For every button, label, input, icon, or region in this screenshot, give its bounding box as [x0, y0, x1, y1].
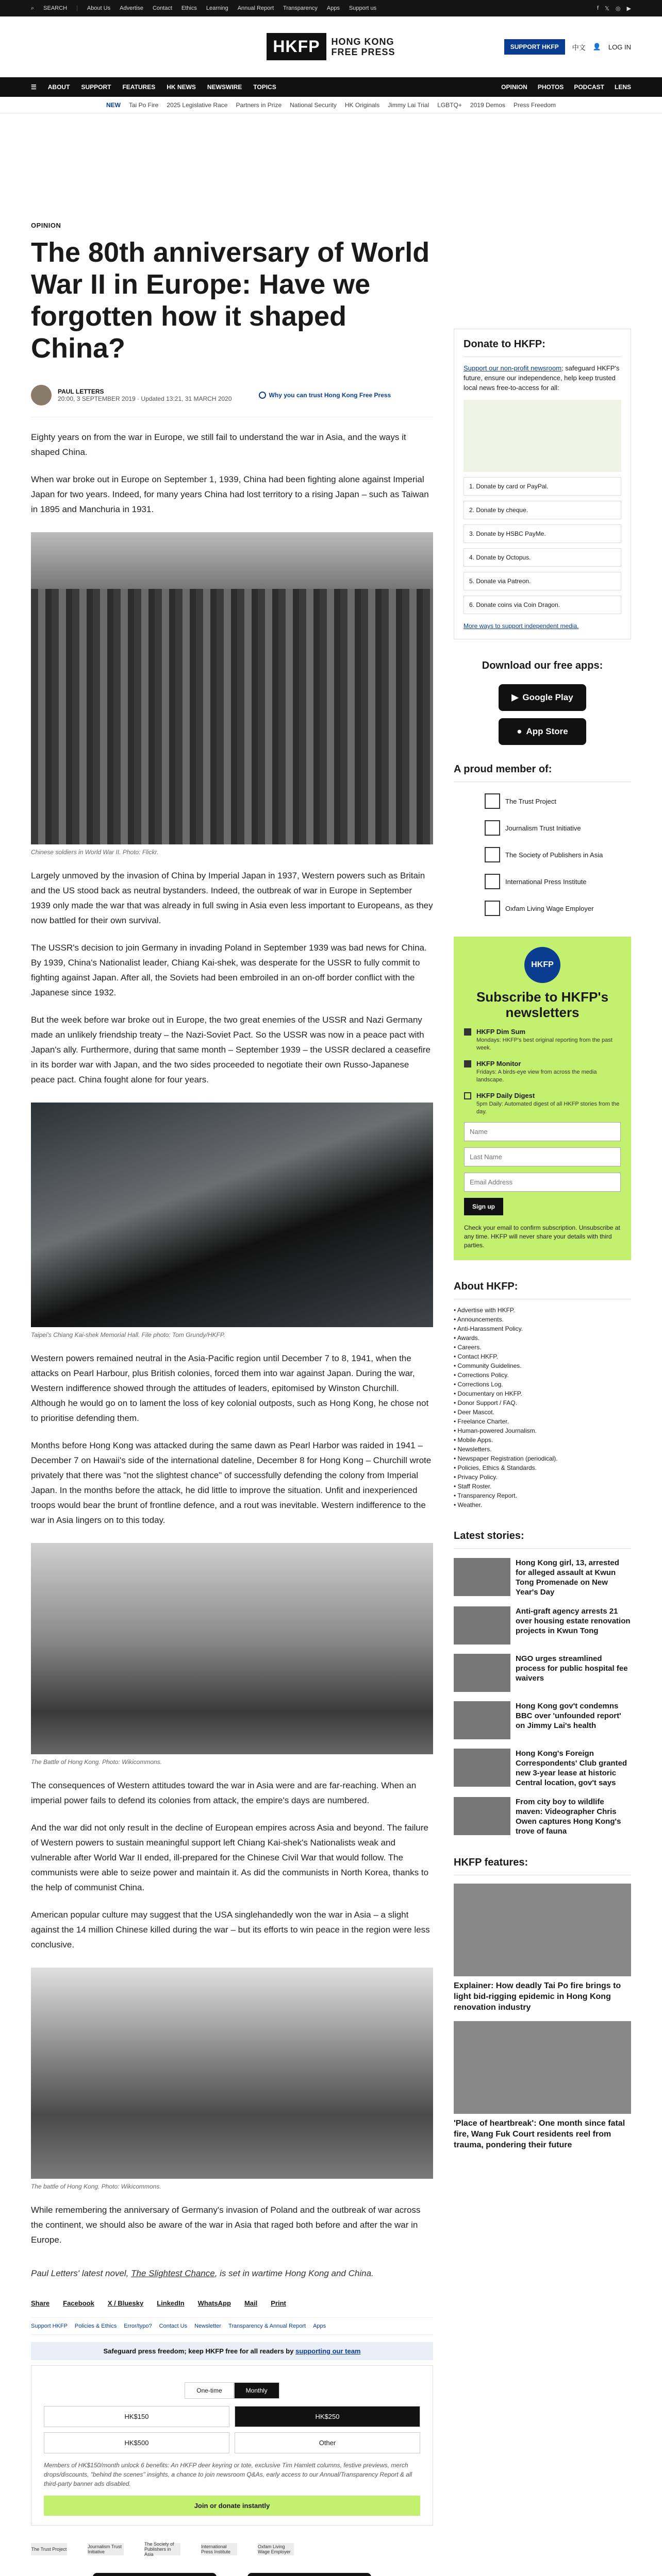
feature-thumbnail — [454, 1884, 631, 1976]
topbar-link-contact[interactable]: Contact — [152, 5, 172, 11]
about-link[interactable]: • Staff Roster. — [454, 1482, 631, 1491]
about-links — [454, 1306, 631, 1510]
play-icon: ▶ — [511, 692, 519, 702]
freq-one-time[interactable]: One-time — [185, 2382, 234, 2399]
footer-link[interactable]: Contact Us — [159, 2323, 188, 2329]
app-store-button[interactable] — [247, 2573, 371, 2576]
nav-topics[interactable]: TOPICS — [253, 83, 276, 91]
donate-intro — [464, 363, 621, 393]
about-link[interactable]: • Privacy Policy. — [454, 1472, 631, 1482]
feature-headline: Explainer: How deadly Tai Po fire brings to light bid-rigging epidemic in Hong Kong renovation industry — [454, 1981, 621, 2012]
brand-actions — [504, 39, 631, 55]
story-headline: From city boy to wildlife maven: Videographer Chris Owen captures Hong Kong's trove of fauna — [516, 1798, 621, 1836]
story-item[interactable] — [454, 1749, 631, 1788]
topbar-link-about[interactable]: About Us — [87, 5, 111, 11]
trust-link-label: Why you can trust Hong Kong Free Press — [269, 392, 391, 399]
info-icon — [259, 392, 266, 399]
language-link[interactable]: 中文 — [572, 43, 586, 52]
logo-mark: HKFP — [267, 33, 326, 60]
trending-item[interactable]: Tai Po Fire — [129, 101, 159, 109]
paragraph: American popular culture may suggest that the USA singlehandedly won the war in Asia – a slight against the 14 million Chinese killed during the war – but its efforts to win peace in the region were less conclusive. — [31, 1910, 430, 1950]
social-icons — [597, 5, 631, 12]
google-play-button[interactable] — [93, 2573, 217, 2576]
topbar-link-annual-report[interactable]: Annual Report — [237, 5, 274, 11]
trending-item[interactable]: Partners in Prize — [236, 101, 282, 109]
nav-support[interactable]: SUPPORT — [81, 83, 111, 91]
trending-label: NEW — [106, 101, 121, 109]
email-input[interactable] — [464, 1173, 621, 1192]
logo-line-1: HONG KONG — [331, 36, 394, 47]
site-logo[interactable] — [267, 33, 395, 60]
story-headline: Hong Kong girl, 13, arrested for alleged assault at Kwun Tong Promenade on New Year's Day — [516, 1558, 619, 1597]
article-footer-links — [31, 2317, 433, 2335]
donate-banner — [31, 2342, 433, 2360]
member-org[interactable] — [454, 793, 631, 809]
paragraph: But the week before war broke out in Europe, the two great enemies of the USSR and Nazi Germany made an unlikely friendship treaty – the Nazi-Soviet Pact. So the USSR was now in a peace pact with Japan's ally. Furthermore, during that same month – September 1939 – the USSR declared a ceasefire in its border war with Japan, and the two sides proceeded to negotiate their own Russo-Japanese peace pact. China fought alone for four years. — [31, 1015, 431, 1084]
about-link[interactable]: • Freelance Charter. — [454, 1417, 631, 1426]
share-linkedin[interactable]: LinkedIn — [157, 2299, 185, 2307]
photo-caption: Chinese soldiers in World War II. Photo: Flickr. — [31, 849, 159, 856]
google-play-label: Google Play — [522, 692, 573, 702]
photo-caption: Taipei's Chiang Kai-shek Memorial Hall. File photo: Tom Grundy/HKFP. — [31, 1331, 225, 1338]
member-org[interactable] — [454, 874, 631, 889]
footer-link[interactable]: Support HKFP — [31, 2323, 68, 2329]
page-body — [0, 113, 662, 2576]
app-download — [31, 2573, 433, 2576]
about-link[interactable]: • Deer Mascot. — [454, 1408, 631, 1417]
feature-headline: 'Place of heartbreak': One month since fatal fire, Wang Fuk Court residents reel from trauma, pondering their future — [454, 2119, 625, 2149]
signup-row — [464, 1192, 621, 1215]
member-org-name: Journalism Trust Initiative — [505, 824, 581, 832]
footer-link[interactable]: Apps — [313, 2323, 326, 2329]
trust-link[interactable] — [259, 392, 391, 399]
story-headline: Hong Kong's Foreign Correspondents' Club granted new 3-year lease at historic Central location, gov't says — [516, 1749, 627, 1787]
newsletter-note: Check your email to confirm subscription. Unsubscribe at any time. HKFP will never share your details with third parties. — [464, 1224, 620, 1249]
about-link[interactable]: • Advertise with HKFP. — [454, 1306, 631, 1315]
donate-intro-text: ; safeguard HKFP's future, ensure our independence, help keep trusted local news free-to-access for all: — [464, 364, 620, 392]
member-benefits: Members of HK$150/month unlock 6 benefits: An HKFP deer keyring or tote, exclusive Tim Hamlett columns, festive previews, merch drops/discounts, "behind the scenes" insights, a chance to join newsroom Q&As, early access to our Annual/Transparency Report & all third-party banner ads disabled. — [44, 2462, 412, 2487]
about-link[interactable]: • Human-powered Journalism. — [454, 1426, 631, 1435]
trending-item[interactable]: 2025 Legislative Race — [167, 101, 228, 109]
share-bar — [31, 2299, 433, 2307]
partner-logo[interactable]: The Trust Project — [31, 2543, 67, 2555]
story-headline: Anti-graft agency arrests 21 over housing estate renovation projects in Kwun Tong — [516, 1607, 631, 1635]
member-org-name: Oxfam Living Wage Employer — [505, 904, 594, 912]
nav-right-group — [501, 83, 631, 91]
logo-line-2: FREE PRESS — [331, 46, 395, 57]
share-label: Share — [31, 2299, 50, 2307]
author-avatar — [31, 385, 52, 405]
paragraph: And the war did not only result in the decline of European empires across Asia and beyond. The failure of Western powers to sustain meaningful support left Chiang Kai-shek's Nationalists weak and vulnerable after World War II ended, ill-prepared for the Chinese Civil War that would follow. The communists were able to seize power and maintain it. As did the communists in North Korea, thanks to the help of communist China. — [31, 1823, 429, 1892]
figure — [31, 1968, 433, 2190]
trending-item[interactable]: 2019 Demos — [470, 101, 505, 109]
app-store-label: App Store — [526, 726, 568, 736]
trending-bar — [0, 97, 662, 113]
share-mail[interactable]: Mail — [244, 2299, 258, 2307]
newsletter-desc: Mondays: HKFP's best original reporting from the past week. — [476, 1037, 613, 1051]
member-org[interactable] — [454, 901, 631, 916]
book-link[interactable]: The Slightest Chance — [131, 2268, 215, 2278]
newsletter-name: HKFP Monitor — [476, 1060, 521, 1067]
donate-option[interactable]: 3. Donate by HSBC PayMe. — [464, 524, 621, 543]
nav-hk-news[interactable]: HK NEWS — [167, 83, 196, 91]
instagram-icon[interactable]: ◎ — [615, 5, 621, 12]
frequency-toggle — [44, 2382, 420, 2399]
trending-item[interactable]: LGBTQ+ — [437, 101, 462, 109]
app-store-button[interactable] — [499, 718, 586, 745]
donate-option[interactable]: 5. Donate via Patreon. — [464, 572, 621, 590]
footer-link[interactable]: Policies & Ethics — [74, 2323, 117, 2329]
topbar-link-apps[interactable]: Apps — [326, 5, 340, 11]
story-thumbnail — [454, 1701, 510, 1739]
member-org[interactable] — [454, 820, 631, 836]
footer-link[interactable]: Error/typo? — [124, 2323, 152, 2329]
amount-other[interactable]: Other — [235, 2432, 420, 2453]
search-link[interactable]: SEARCH — [43, 5, 68, 11]
about-link[interactable]: • Careers. — [454, 1343, 631, 1352]
google-play-button[interactable] — [499, 684, 586, 711]
figure — [31, 532, 433, 856]
sidebar-heading: Donate to HKFP: — [464, 338, 621, 357]
paragraph: While remembering the anniversary of Germany's invasion of Poland and the outbreak of war across the continent, we should also be aware of the war in Asia that raged both before and after the war in Europe. — [31, 2205, 421, 2245]
user-icon[interactable]: 👤 — [592, 43, 601, 50]
donation-widget — [31, 2365, 433, 2526]
nav-photos[interactable]: PHOTOS — [537, 83, 564, 91]
newsletter-option-text — [476, 1091, 621, 1116]
feature-item[interactable] — [454, 2021, 631, 2150]
photo-memorial-hall — [31, 1103, 433, 1327]
trending-item[interactable]: Jimmy Lai Trial — [388, 101, 429, 109]
amount-500[interactable]: HK$500 — [44, 2432, 229, 2453]
name-input[interactable] — [464, 1122, 621, 1141]
partner-logos — [31, 2543, 433, 2555]
youtube-icon[interactable]: ▶ — [626, 5, 631, 12]
feature-item[interactable] — [454, 1884, 631, 2013]
trust-project-icon — [485, 793, 500, 809]
oxfam-icon — [485, 901, 500, 916]
newsletter-option-text — [476, 1027, 621, 1052]
share-x[interactable]: X / Bluesky — [107, 2299, 144, 2307]
about-link[interactable]: • Anti-Harassment Policy. — [454, 1324, 631, 1333]
donate-option[interactable]: 4. Donate by Octopus. — [464, 548, 621, 567]
about-hkfp — [454, 1281, 631, 1510]
divider: | — [76, 5, 78, 11]
join-donate-button[interactable]: Join or donate instantly — [44, 2496, 420, 2516]
note-prefix: Paul Letters' latest novel, — [31, 2268, 129, 2278]
article — [31, 113, 433, 2576]
feature-thumbnail — [454, 2021, 631, 2114]
hkfp-features — [454, 1857, 631, 2150]
nav-lens[interactable]: LENS — [614, 83, 631, 91]
about-link[interactable]: • Awards. — [454, 1333, 631, 1343]
donate-option[interactable]: 2. Donate by cheque. — [464, 501, 621, 519]
newsletter-option[interactable] — [464, 1027, 621, 1052]
story-thumbnail — [454, 1654, 510, 1692]
story-item[interactable] — [454, 1606, 631, 1645]
checkbox[interactable] — [464, 1028, 471, 1036]
story-thumbnail — [454, 1558, 510, 1596]
member-org-name: International Press Institute — [505, 877, 587, 886]
photo-chinese-soldiers — [31, 532, 433, 844]
signup-button[interactable]: Sign up — [464, 1198, 503, 1215]
paragraph: The USSR's decision to join Germany in invading Poland in September 1939 was bad news for China. By 1939, China's Nationalist leader, Chiang Kai-shek, was desperate for the USSR to fully commit to fighting against Japan. After all, the Soviets had been embroiled in an on-off border conflict with the Japanese since 1932. — [31, 943, 427, 997]
donate-option[interactable]: 6. Donate coins via Coin Dragon. — [464, 596, 621, 614]
sidebar-heading: About HKFP: — [454, 1281, 631, 1299]
byline-text — [58, 388, 232, 402]
story-thumbnail — [454, 1749, 510, 1787]
sidebar-app-buttons — [454, 684, 631, 745]
share-facebook[interactable]: Facebook — [63, 2299, 94, 2307]
sidebar-heading: A proud member of: — [454, 764, 631, 782]
partner-logo[interactable]: International Press Institute — [201, 2543, 237, 2555]
trending-item[interactable]: National Security — [290, 101, 337, 109]
main-navigation — [0, 77, 662, 97]
author-name[interactable]: PAUL LETTERS — [58, 388, 104, 395]
partner-logo[interactable]: The Society of Publishers in Asia — [144, 2543, 180, 2555]
note-suffix: , is set in wartime Hong Kong and China. — [214, 2268, 374, 2278]
story-item[interactable] — [454, 1558, 631, 1597]
freq-monthly[interactable]: Monthly — [234, 2382, 279, 2399]
about-link[interactable]: • Transparency Report. — [454, 1491, 631, 1500]
figure — [31, 1543, 433, 1766]
photo-battle-of-hong-kong-2 — [31, 1968, 433, 2179]
nav-about[interactable]: ABOUT — [47, 83, 70, 91]
support-hkfp-button[interactable]: SUPPORT HKFP — [504, 39, 565, 55]
story-headline: NGO urges streamlined process for public hospital fee waivers — [516, 1654, 628, 1683]
donate-intro-link[interactable]: Support our non-profit newsroom — [464, 364, 562, 372]
top-utility-bar — [0, 0, 662, 16]
donate-option[interactable]: 1. Donate by card or PayPal. — [464, 477, 621, 496]
about-link[interactable]: • Newsletters. — [454, 1445, 631, 1454]
brand-header — [0, 16, 662, 77]
donate-banner-link[interactable]: supporting our team — [295, 2347, 361, 2355]
donate-options — [464, 477, 621, 614]
paragraph: Western powers remained neutral in the Asia-Pacific region until December 7 to 8, 1941, when the attacks on Pearl Harbour, plus British colonies, forced them into war against Japan. During the war, Western indifference showed through the attitudes of leaders, epitomised by Winston Churchill. Although he would go on to lament the loss of key colonial outposts, such as Hong Kong, he chose not to prioritise defending them. — [31, 1353, 429, 1423]
share-whatsapp[interactable]: WhatsApp — [197, 2299, 231, 2307]
newsletter-signup — [454, 937, 631, 1260]
search-icon[interactable]: ⌕ — [31, 5, 35, 11]
sidebar-heading: Download our free apps: — [482, 660, 603, 671]
newsletter-logo: HKFP — [524, 947, 560, 983]
about-link[interactable]: • Contact HKFP. — [454, 1352, 631, 1361]
sidebar — [454, 113, 631, 2576]
topbar-link-advertise[interactable]: Advertise — [120, 5, 143, 11]
member-org[interactable] — [454, 847, 631, 862]
nav-opinion[interactable]: OPINION — [501, 83, 527, 91]
share-print[interactable]: Print — [271, 2299, 286, 2307]
amount-options — [44, 2406, 420, 2453]
topbar-link-ethics[interactable]: Ethics — [181, 5, 197, 11]
author-note — [31, 2266, 433, 2281]
byline — [31, 385, 433, 417]
newsletter-name: HKFP Dim Sum — [476, 1028, 526, 1036]
story-item[interactable] — [454, 1797, 631, 1836]
menu-icon[interactable]: ☰ — [31, 83, 37, 91]
nav-features[interactable]: FEATURES — [122, 83, 156, 91]
article-kicker[interactable]: OPINION — [31, 222, 61, 229]
about-link[interactable]: • Weather. — [454, 1500, 631, 1510]
login-link[interactable]: LOG IN — [608, 43, 631, 51]
about-link[interactable]: • Community Guidelines. — [454, 1361, 631, 1370]
newsletter-option[interactable] — [464, 1059, 621, 1084]
member-org-name: The Trust Project — [505, 797, 556, 805]
photo-caption: The Battle of Hong Kong. Photo: Wikicommons. — [31, 1758, 162, 1766]
ipi-icon — [485, 874, 500, 889]
newsletter-option[interactable] — [464, 1091, 621, 1116]
story-item[interactable] — [454, 1701, 631, 1739]
amount-150[interactable]: HK$150 — [44, 2406, 229, 2427]
member-org-name: The Society of Publishers in Asia — [505, 851, 603, 859]
jti-icon — [485, 820, 500, 836]
topbar-link-support[interactable]: Support us — [349, 5, 377, 11]
more-ways-link[interactable]: More ways to support independent media. — [464, 622, 579, 630]
partner-logo[interactable]: Oxfam Living Wage Employer — [258, 2543, 294, 2555]
newsletter-option-text — [476, 1059, 621, 1084]
facebook-icon[interactable]: f — [597, 5, 599, 11]
checkbox[interactable] — [464, 1060, 471, 1067]
newsletter-desc: Fridays: A birds-eye view from across the media landscape. — [476, 1069, 597, 1083]
newsletter-name: HKFP Daily Digest — [476, 1092, 535, 1099]
about-link[interactable]: • Donor Support / FAQ. — [454, 1398, 631, 1408]
about-link[interactable]: • Announcements. — [454, 1315, 631, 1324]
paragraph: Eighty years on from the war in Europe, we still fail to understand the war in Asia, and the ways it shaped China. — [31, 432, 406, 457]
photo-caption: The battle of Hong Kong. Photo: Wikicommons. — [31, 2183, 161, 2190]
footer-link[interactable]: Newsletter — [194, 2323, 222, 2329]
article-title: The 80th anniversary of World War II in Europe: Have we forgotten how it shaped China? — [31, 237, 430, 364]
story-thumbnail — [454, 1606, 510, 1645]
about-link[interactable]: • Corrections Log. — [454, 1380, 631, 1389]
nav-newswire[interactable]: NEWSWIRE — [207, 83, 242, 91]
newsletter-title: Subscribe to HKFP's newsletters — [476, 989, 609, 1020]
photo-battle-of-hong-kong — [31, 1543, 433, 1754]
amount-250[interactable]: HK$250 — [235, 2406, 420, 2427]
checkbox[interactable] — [464, 1092, 471, 1099]
latest-stories — [454, 1530, 631, 1836]
x-icon[interactable]: 𝕏 — [605, 5, 609, 12]
trending-item[interactable]: Press Freedom — [513, 101, 556, 109]
article-dates: 20:00, 3 SEPTEMBER 2019 · Updated 13:21, 31 MARCH 2020 — [58, 395, 232, 402]
footer-link[interactable]: Transparency & Annual Report — [228, 2323, 306, 2329]
story-thumbnail — [454, 1797, 510, 1835]
newsletter-desc: 5pm Daily: Automated digest of all HKFP stories from the day. — [476, 1101, 620, 1115]
story-item[interactable] — [454, 1654, 631, 1692]
about-link[interactable]: • Mobile Apps. — [454, 1435, 631, 1445]
proud-member — [454, 764, 631, 916]
about-link[interactable]: • Corrections Policy. — [454, 1370, 631, 1380]
story-headline: Hong Kong gov't condemns BBC over 'unfounded report' on Jimmy Lai's health — [516, 1702, 621, 1730]
paragraph: The consequences of Western attitudes toward the war in Asia were and are far-reaching. When an imperial power fails to defend its colonies from attack, the empire's days are numbered. — [31, 1781, 417, 1805]
apple-icon: ● — [517, 726, 522, 736]
sopa-icon — [485, 847, 500, 862]
about-link[interactable]: • Documentary on HKFP. — [454, 1389, 631, 1398]
donate-banner-text: Safeguard press freedom; keep HKFP free for all readers by — [103, 2347, 294, 2355]
about-link[interactable]: • Newspaper Registration (periodical). — [454, 1454, 631, 1463]
logo-wordmark — [332, 37, 395, 57]
about-link[interactable]: • Policies, Ethics & Standards. — [454, 1463, 631, 1472]
figure — [31, 1103, 433, 1338]
donate-banner-image — [464, 400, 621, 472]
trending-item[interactable]: HK Originals — [344, 101, 380, 109]
paragraph: Largely unmoved by the invasion of China by Imperial Japan in 1937, Western powers such as Britain and the US stood back as neutral bystanders. Indeed, the outbreak of war in Europe in September 1939 only made the war that was already in full swing in Asia even less important to Europeans, as they now battled for their own survival. — [31, 871, 433, 925]
partner-logo[interactable]: Journalism Trust Initiative — [88, 2543, 124, 2555]
sidebar-heading: Latest stories: — [454, 1530, 631, 1549]
paragraph: Months before Hong Kong was attacked during the same dawn as Pearl Harbor was raided in 1941 – December 7 on Hawaii's side of the international dateline, December 8 for Hong Kong – Churchill wrote privately that there was "not the slightest chance" of successfully defending the colony from Imperial Japan. In the months before the attack, he did little to improve the situation. Unfit and inexperienced troops would bear the brunt of frontline defence, and a rout was inevitable. Western indifference to the war in Asia lingers on to this today. — [31, 1440, 432, 1525]
sidebar-heading: HKFP features: — [454, 1857, 631, 1875]
sidebar-donate — [454, 329, 631, 639]
paragraph: When war broke out in Europe on September 1, 1939, China had been fighting alone against Imperial Japan for two years. Indeed, for many years China had lost territory to a rising Japan – such as Taiwan in 1895 and Manchuria in 1931. — [31, 474, 429, 514]
nav-podcast[interactable]: PODCAST — [574, 83, 604, 91]
topbar-link-learning[interactable]: Learning — [206, 5, 228, 11]
last-name-input[interactable] — [464, 1147, 621, 1166]
topbar-link-transparency[interactable]: Transparency — [283, 5, 318, 11]
